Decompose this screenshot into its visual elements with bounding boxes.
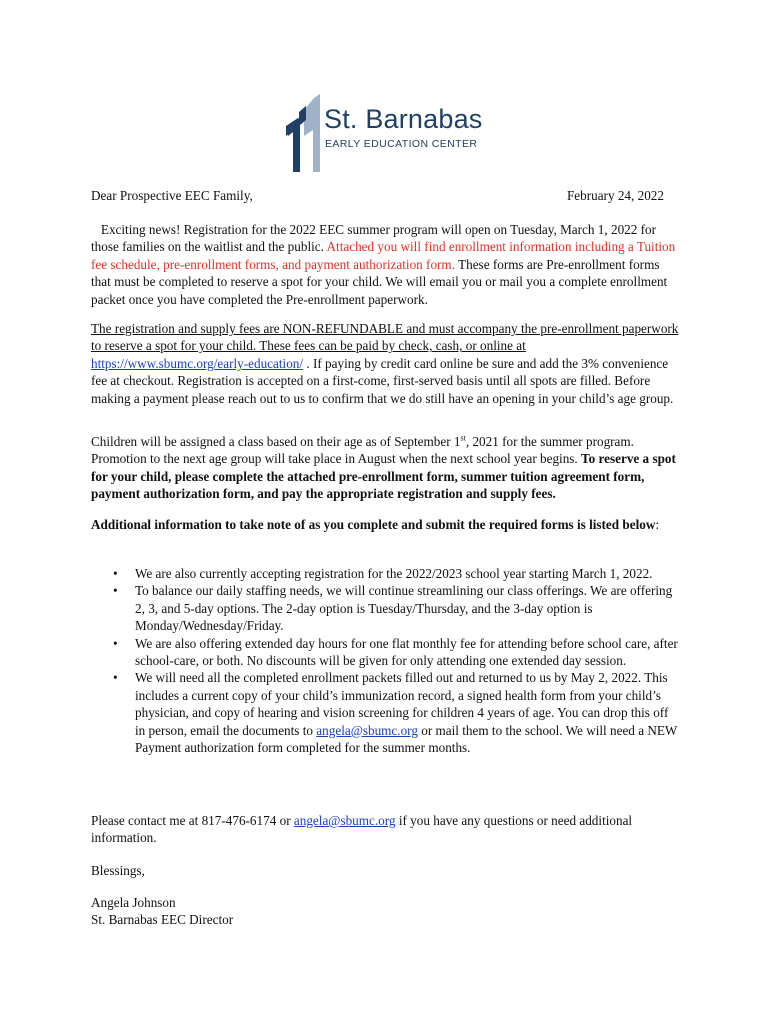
bullet-icon: •: [113, 670, 118, 686]
p1-text-a: Exciting news! Registration for the 2022 EEC summer program will open on Tuesday, March 1, 2022 for those families on the waitlist and the public.: [91, 222, 657, 255]
email-link[interactable]: angela@sbumc.org: [316, 722, 418, 738]
list-item: [91, 565, 681, 582]
bullet-text-a: We will need all the completed enrollment packets filled out and returned to us by May 2, 2022. This includes a current copy of your child’s immunization record, a signed health form from your child’s physician, and copy of hearing and vision screening for children 4 years of age. You can drop this off in person, email the documents to: [135, 670, 669, 738]
p3-bold: To reserve a spot for your child, please complete the attached pre-enrollment form, summer tuition agreement form, payment authorization form, and pay the appropriate registration and supply fees.: [91, 451, 676, 502]
bullet-icon: •: [113, 583, 118, 599]
closing-text: Blessings,: [91, 863, 145, 878]
signature-title: St. Barnabas EEC Director: [91, 912, 234, 928]
p1-text-b: These forms are Pre-enrollment forms that must be completed to reserve a spot for your child. We will email you or mail you a complete enrollment packet once you have completed the Pre-enrollment paperwork.: [91, 256, 668, 307]
website-link[interactable]: https://www.sbumc.org/early-education/: [91, 355, 304, 371]
cross-logo-icon: [284, 92, 324, 172]
p5-text-b: if you have any questions or need additional information.: [91, 813, 633, 846]
salutation: Dear Prospective EEC Family,: [91, 188, 253, 203]
bullet-text: We are also offering extended day hours for one flat monthly fee for attending before school care, after school-care, or both. No discounts will be given for only attending one extended day session.: [135, 635, 678, 669]
bullet-text-b: or mail them to the school. We will need a NEW Payment authorization form completed for the summer months.: [135, 722, 678, 756]
p3-text-b: , 2021 for the summer program. Promotion to the next age group will take place in August when the next school year begins.: [91, 434, 634, 467]
signature: [91, 894, 681, 929]
paragraph-additional: [91, 516, 681, 533]
paragraph-age: [91, 433, 681, 503]
bullet-icon: •: [113, 635, 118, 651]
bullet-text: We are also currently accepting registration for the 2022/2023 school year starting March 1, 2022.: [135, 566, 653, 581]
p1-highlight: Attached you will find enrollment information including a Tuition fee schedule, pre-enrollment forms, and payment authorization form.: [91, 239, 676, 272]
logo-subtitle: EARLY EDUCATION CENTER: [325, 138, 478, 150]
list-item: [91, 669, 681, 756]
p3-text-a: Children will be assigned a class based on their age as of September 1: [91, 434, 461, 449]
list-item: [91, 582, 681, 634]
list-item: [91, 635, 681, 670]
p5-text-a: Please contact me at 817-476-6174 or: [91, 813, 294, 828]
p4-bold: Additional information to take note of as you complete and submit the required forms is listed below: [91, 517, 656, 532]
signature-name: Angela Johnson: [91, 895, 176, 910]
letter-date: February 24, 2022: [566, 188, 664, 203]
bullet-list: [91, 565, 681, 756]
p4-colon: :: [655, 517, 660, 532]
p2-underlined: The registration and supply fees are NON-REFUNDABLE and must accompany the pre-enrollment paperwork to reserve a spot for your child. These fees can be paid by check, cash, or online at: [91, 321, 679, 354]
paragraph-fees: [91, 320, 681, 407]
logo-name: St. Barnabas: [324, 104, 483, 134]
closing: [91, 862, 681, 879]
bullet-icon: •: [113, 566, 118, 581]
paragraph-registration: [91, 221, 681, 308]
letter-header-row: [91, 187, 664, 204]
p2-rest: . If paying by credit card online be sure and add the 3% convenience fee at checkout. Registration is accepted on a first-come, first-served basis until all spots are filled. Before making a payment please reach out to us to confirm that we do still have an opening in your child’s age group.: [91, 355, 674, 406]
p3-sup: st: [460, 433, 466, 443]
contact-email-link[interactable]: angela@sbumc.org: [293, 813, 396, 828]
paragraph-contact: [91, 812, 681, 847]
bullet-text: To balance our daily staffing needs, we will continue streamlining our class offerings. We are offering 2, 3, and 5-day options. The 2-day option is Tuesday/Thursday, and the 3-day option is Monday/Wednesday/Friday.: [135, 583, 673, 634]
logo: [284, 92, 494, 172]
